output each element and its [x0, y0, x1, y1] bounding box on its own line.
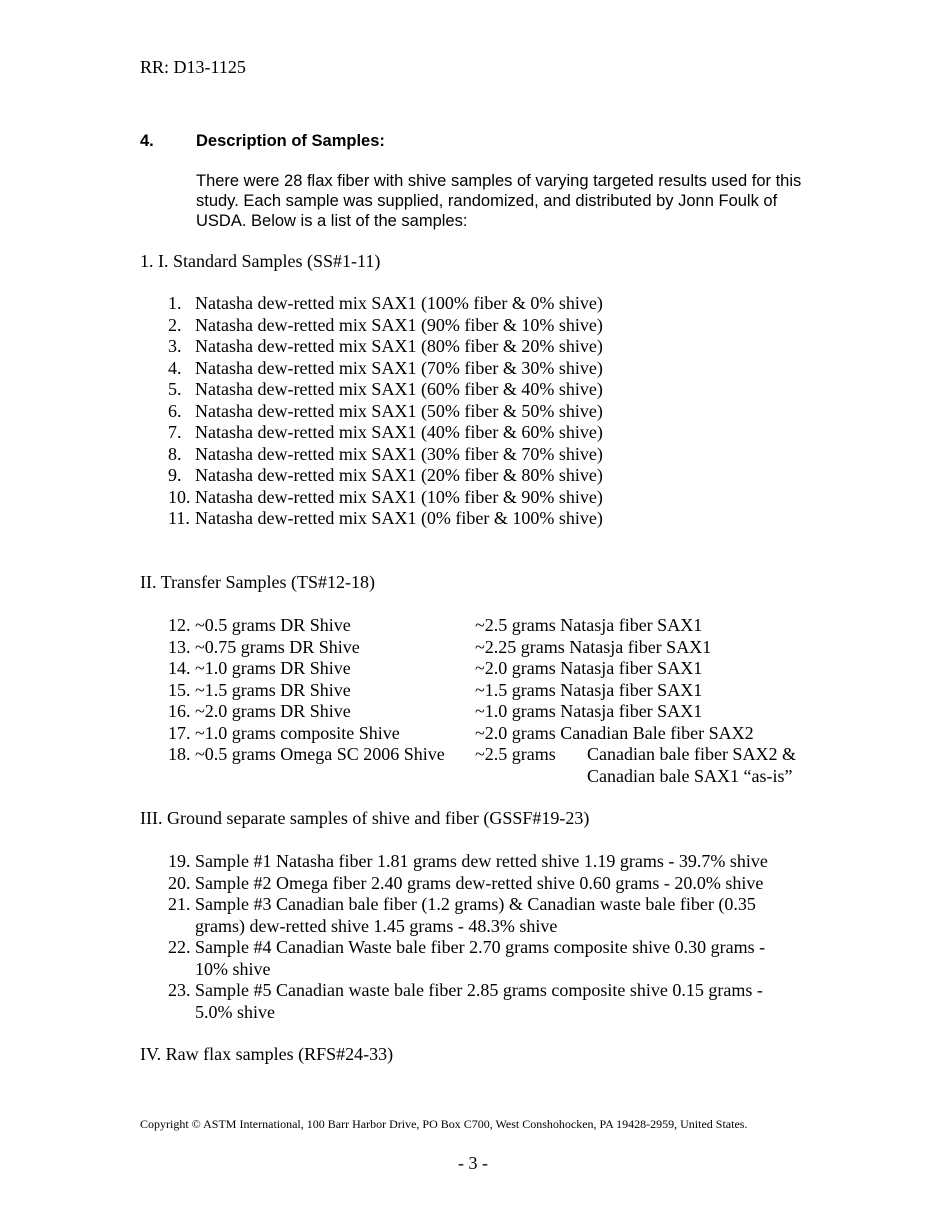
item-number: 11. — [168, 508, 190, 528]
item-text: 5.0% shive — [195, 1001, 275, 1022]
transfer-item-right: ~2.0 grams Canadian Bale fiber SAX2 — [475, 723, 754, 743]
item-number: 10. — [168, 486, 191, 507]
item-text: Sample #2 Omega fiber 2.40 grams dew-retted shive 0.60 grams - 20.0% shive — [195, 872, 764, 893]
transfer-item-right-line2: Canadian bale SAX1 “as-is” — [587, 766, 793, 786]
list-item — [168, 422, 603, 444]
list-item — [168, 293, 603, 315]
item-number: 4. — [168, 357, 182, 378]
transfer-item-right: ~2.25 grams Natasja fiber SAX1 — [475, 637, 712, 657]
page-number: - 3 - — [458, 1153, 488, 1173]
list-item — [168, 937, 768, 959]
item-text: Natasha dew-retted mix SAX1 (70% fiber & 30% shive) — [195, 357, 603, 378]
item-text: Natasha dew-retted mix SAX1 (60% fiber & 40% shive) — [195, 379, 603, 399]
list-item-continuation — [168, 1002, 768, 1024]
item-text: Natasha dew-retted mix SAX1 (80% fiber & 20% shive) — [195, 336, 603, 356]
transfer-item-left: 16. ~2.0 grams DR Shive — [168, 701, 351, 721]
item-text: 10% shive — [195, 958, 271, 979]
transfer-item-left: 17. ~1.0 grams composite Shive — [168, 723, 400, 743]
list-item-continuation — [168, 916, 768, 938]
item-text: Sample #3 Canadian bale fiber (1.2 grams) & Canadian waste bale fiber (0.35 — [195, 894, 756, 914]
item-text: Sample #1 Natasha fiber 1.81 grams dew retted shive 1.19 grams - 39.7% shive — [195, 851, 768, 871]
list-item — [168, 980, 768, 1002]
transfer-item-left: 15. ~1.5 grams DR Shive — [168, 680, 351, 700]
item-text: Sample #5 Canadian waste bale fiber 2.85 grams composite shive 0.15 grams - — [195, 980, 763, 1000]
item-text: Natasha dew-retted mix SAX1 (50% fiber & 50% shive) — [195, 400, 603, 421]
transfer-item-left: 13. ~0.75 grams DR Shive — [168, 637, 360, 657]
item-number: 7. — [168, 422, 182, 442]
item-number: 6. — [168, 400, 182, 421]
item-number: 2. — [168, 314, 182, 335]
transfer-item-right: ~1.0 grams Natasja fiber SAX1 — [475, 701, 703, 721]
list-item — [168, 487, 603, 509]
item-number: 21. — [168, 894, 191, 914]
transfer-item-right-line1: Canadian bale fiber SAX2 & — [587, 744, 796, 764]
list-item — [168, 851, 768, 873]
document-id: RR: D13-1125 — [140, 57, 246, 77]
transfer-item-left: 18. ~0.5 grams Omega SC 2006 Shive — [168, 744, 445, 764]
section-intro: There were 28 flax fiber with shive samples of varying targeted results used for this study. Each sample was supplied, randomized, and distributed by Jonn Foulk of USDA. Below is a list of the samples: — [196, 172, 802, 230]
list-item — [168, 894, 768, 916]
list-item — [168, 508, 603, 530]
item-text: Natasha dew-retted mix SAX1 (30% fiber & 70% shive) — [195, 443, 603, 464]
raw-samples-heading: IV. Raw flax samples (RFS#24-33) — [140, 1044, 394, 1064]
list-item — [168, 401, 603, 423]
list-item — [168, 873, 768, 895]
item-number: 9. — [168, 465, 182, 485]
transfer-item-right: ~1.5 grams Natasja fiber SAX1 — [475, 680, 703, 700]
item-number: 8. — [168, 443, 182, 464]
list-item — [168, 358, 603, 380]
transfer-item-left: 14. ~1.0 grams DR Shive — [168, 658, 351, 678]
ground-samples-list — [168, 851, 768, 1023]
list-item — [168, 315, 603, 337]
item-text: Natasha dew-retted mix SAX1 (40% fiber & 60% shive) — [195, 422, 603, 442]
transfer-item-right-amount: ~2.5 grams — [475, 744, 556, 764]
item-number: 1. — [168, 293, 182, 313]
ground-samples-heading: III. Ground separate samples of shive and fiber (GSSF#19-23) — [140, 808, 590, 828]
transfer-item-left: 12. ~0.5 grams DR Shive — [168, 615, 351, 635]
list-item — [168, 336, 603, 358]
copyright-footer: Copyright © ASTM International, 100 Barr Harbor Drive, PO Box C700, West Conshohocken, PA 19428-2959, United States. — [140, 1117, 748, 1131]
item-text: grams) dew-retted shive 1.45 grams - 48.3% shive — [195, 915, 558, 936]
transfer-samples-heading: II. Transfer Samples (TS#12-18) — [140, 572, 375, 592]
section-title: Description of Samples: — [196, 132, 385, 150]
item-number: 20. — [168, 872, 191, 893]
item-text: Natasha dew-retted mix SAX1 (100% fiber & 0% shive) — [195, 293, 603, 313]
list-item-continuation — [168, 959, 768, 981]
standard-samples-heading: 1. I. Standard Samples (SS#1-11) — [140, 251, 381, 271]
item-text: Natasha dew-retted mix SAX1 (0% fiber & 100% shive) — [195, 508, 603, 528]
item-number: 5. — [168, 379, 182, 399]
item-number: 23. — [168, 980, 191, 1000]
transfer-item-right: ~2.0 grams Natasja fiber SAX1 — [475, 658, 703, 678]
standard-samples-list — [168, 293, 603, 530]
item-text: Sample #4 Canadian Waste bale fiber 2.70 grams composite shive 0.30 grams - — [195, 937, 766, 957]
item-number: 3. — [168, 336, 182, 356]
item-text: Natasha dew-retted mix SAX1 (90% fiber & 10% shive) — [195, 314, 603, 335]
list-item — [168, 444, 603, 466]
item-number: 22. — [168, 937, 191, 957]
list-item — [168, 465, 603, 487]
section-number: 4. — [140, 132, 154, 150]
list-item — [168, 379, 603, 401]
item-number: 19. — [168, 851, 191, 871]
transfer-item-right: ~2.5 grams Natasja fiber SAX1 — [475, 615, 703, 635]
item-text: Natasha dew-retted mix SAX1 (10% fiber & 90% shive) — [195, 486, 603, 507]
item-text: Natasha dew-retted mix SAX1 (20% fiber & 80% shive) — [195, 465, 603, 485]
